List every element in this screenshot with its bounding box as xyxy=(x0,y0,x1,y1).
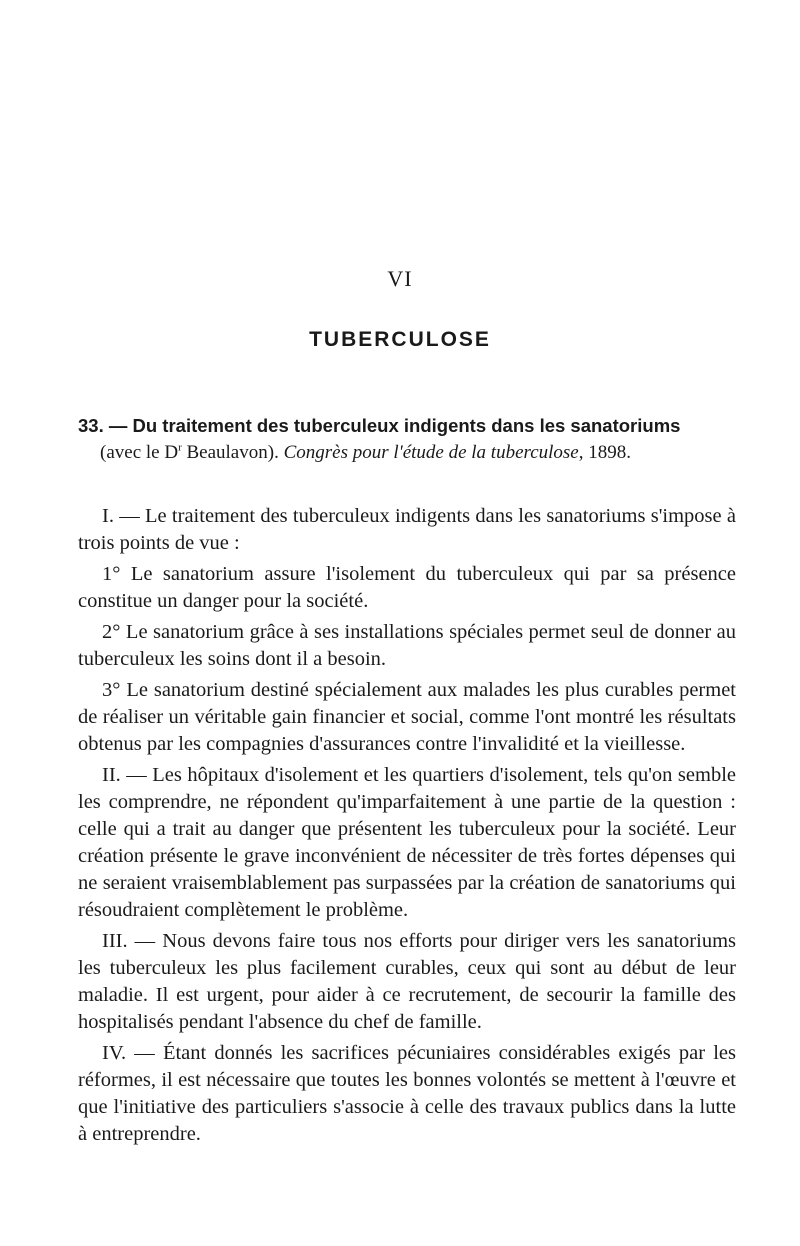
reference-coauthor-name: Beaulavon). xyxy=(181,442,284,463)
reference-coauthor-sup: r xyxy=(178,441,182,454)
paragraph-point-1: 1° Le sanatorium assure l'isolement du tuberculeux qui par sa présence constitue un danger pour la société. xyxy=(78,563,736,612)
paragraph-point-3: 3° Le sanatorium destiné spécialement aux malades les plus curables permet de réaliser un véritable gain financier et social, comme l'ont montré les résultats obtenus par les compagnies d'assurances contre l'invalidité et la vieillesse. xyxy=(78,679,736,755)
reference-title: 33. — Du traitement des tuberculeux indigents dans les sanatoriums xyxy=(78,415,681,436)
paragraph-section-2: II. — Les hôpitaux d'isolement et les quartiers d'isolement, tels qu'on semble les comprendre, ne répondent qu'imparfaitement à une partie de la question : celle qui a trait au danger que présentent les tuberculeux pour la société. Leur création présente le grave inconvénient de nécessiter de très fortes dépenses qui ne seraient vraisemblablement pas surpassées par la création de sanatoriums qui résoudraient complètement le problème. xyxy=(78,764,736,921)
paragraph-section-1: I. — Le traitement des tuberculeux indigents dans les sanatoriums s'impose à trois points de vue : xyxy=(78,505,736,554)
reference-year: , 1898. xyxy=(578,442,631,463)
reference-details xyxy=(78,439,743,466)
chapter-number: VI xyxy=(387,266,413,291)
reference-venue: Congrès pour l'étude de la tuberculose xyxy=(283,442,579,463)
chapter-title: TUBERCULOSE xyxy=(309,328,491,351)
paragraph-point-2: 2° Le sanatorium grâce à ses installations spéciales permet seul de donner au tuberculeux les soins dont il a besoin. xyxy=(78,621,736,670)
paragraph-section-4: IV. — Étant donnés les sacrifices pécuniaires considérables exigés par les réformes, il est nécessaire que toutes les bonnes volontés se mettent à l'œuvre et que l'initiative des particuliers s'associe à celle des travaux publics dans la lutte à entreprendre. xyxy=(78,1042,736,1145)
reference-entry xyxy=(78,412,743,466)
paragraph-section-3: III. — Nous devons faire tous nos efforts pour diriger vers les sanatoriums les tuberculeux les plus facilement curables, ceux qui sont au début de leur maladie. Il est urgent, pour aider à ce recrutement, de secourir la famille des hospitalisés pendant l'absence du chef de famille. xyxy=(78,930,736,1033)
body-text xyxy=(78,503,736,1152)
reference-coauthor-prefix: (avec le D xyxy=(100,442,179,463)
